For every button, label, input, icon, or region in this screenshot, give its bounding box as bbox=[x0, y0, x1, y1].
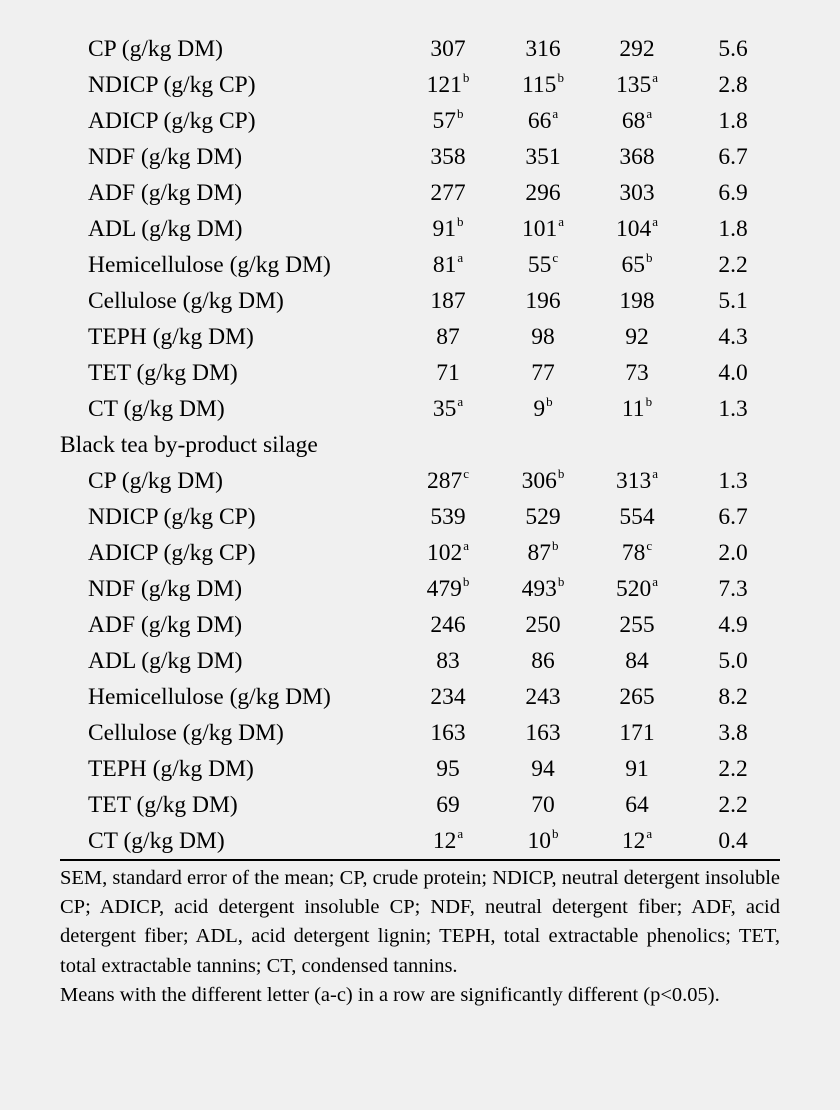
cell-value: 87 bbox=[527, 540, 551, 566]
cell-value: 65 bbox=[621, 252, 645, 278]
table-cell bbox=[525, 139, 560, 175]
significance-letter: b bbox=[557, 574, 565, 589]
table-cell bbox=[718, 571, 747, 607]
table-cell bbox=[718, 751, 747, 787]
row-label: ADL (g/kg DM) bbox=[88, 648, 243, 674]
significance-letter: a bbox=[652, 214, 659, 229]
table-cell bbox=[616, 463, 658, 502]
cell-value: 68 bbox=[621, 108, 646, 134]
table-cell bbox=[427, 535, 469, 574]
cell-value: 101 bbox=[521, 216, 558, 242]
row-label: TET (g/kg DM) bbox=[88, 360, 238, 386]
cell-value: 78 bbox=[621, 540, 646, 566]
cell-value: 493 bbox=[521, 576, 557, 602]
table-cell bbox=[430, 175, 465, 211]
cell-value: 287 bbox=[426, 468, 463, 494]
table-cell bbox=[718, 211, 747, 247]
significance-letter: c bbox=[463, 466, 470, 481]
table-cell bbox=[430, 607, 465, 643]
table-cell bbox=[625, 751, 649, 787]
table-cell bbox=[718, 679, 747, 715]
table-row bbox=[60, 211, 780, 247]
cell-value: 1.8 bbox=[718, 108, 748, 134]
cell-value: 11 bbox=[621, 396, 645, 422]
table-cell bbox=[531, 319, 555, 355]
table-row bbox=[60, 247, 780, 283]
table-cell bbox=[718, 31, 747, 67]
cell-value: 265 bbox=[619, 684, 655, 710]
table-cell bbox=[625, 643, 649, 679]
cell-value: 87 bbox=[436, 324, 460, 350]
table-cell bbox=[525, 175, 560, 211]
table-row bbox=[60, 391, 780, 427]
table-cell bbox=[525, 31, 560, 67]
table-cell bbox=[531, 787, 555, 823]
table-cell bbox=[718, 319, 747, 355]
row-label: ADL (g/kg DM) bbox=[88, 216, 243, 242]
table-cell bbox=[619, 499, 654, 535]
table-cell bbox=[619, 31, 654, 67]
cell-value: 196 bbox=[525, 288, 561, 314]
cell-value: 351 bbox=[525, 144, 561, 170]
cell-value: 95 bbox=[436, 756, 460, 782]
cell-value: 171 bbox=[619, 720, 655, 746]
table-cell bbox=[619, 679, 654, 715]
row-label: TEPH (g/kg DM) bbox=[88, 756, 254, 782]
cell-value: 91 bbox=[625, 756, 649, 782]
significance-letter: b bbox=[646, 250, 653, 265]
nutrient-table bbox=[60, 31, 780, 859]
cell-value: 12 bbox=[621, 828, 646, 854]
cell-value: 234 bbox=[430, 684, 466, 710]
table-row bbox=[60, 67, 780, 103]
cell-value: 91 bbox=[432, 216, 456, 242]
cell-value: 316 bbox=[525, 36, 561, 62]
table-row bbox=[60, 139, 780, 175]
cell-value: 83 bbox=[436, 648, 460, 674]
table-row bbox=[60, 823, 780, 859]
cell-value: 12 bbox=[432, 828, 457, 854]
cell-value: 2.2 bbox=[718, 756, 748, 782]
cell-value: 102 bbox=[426, 540, 463, 566]
cell-value: 3.8 bbox=[718, 720, 748, 746]
table-cell bbox=[522, 571, 565, 610]
significance-letter: a bbox=[646, 826, 653, 841]
table-cell bbox=[718, 283, 747, 319]
table-section-silage bbox=[60, 463, 780, 859]
table-row bbox=[60, 751, 780, 787]
cell-value: 554 bbox=[619, 504, 655, 530]
table-cell bbox=[625, 787, 649, 823]
table-cell bbox=[528, 103, 558, 142]
cell-value: 4.3 bbox=[718, 324, 748, 350]
table-cell bbox=[718, 103, 747, 139]
cell-value: 2.2 bbox=[718, 252, 748, 278]
table-row bbox=[60, 355, 780, 391]
table-cell bbox=[619, 715, 654, 751]
table-cell bbox=[616, 571, 658, 610]
table-cell bbox=[436, 787, 460, 823]
cell-value: 115 bbox=[522, 72, 557, 98]
table-cell bbox=[622, 535, 652, 574]
table-cell bbox=[427, 571, 470, 610]
row-label: Cellulose (g/kg DM) bbox=[88, 720, 284, 746]
table-cell bbox=[522, 211, 564, 250]
table-cell bbox=[525, 715, 560, 751]
cell-value: 306 bbox=[521, 468, 557, 494]
cell-value: 1.3 bbox=[718, 468, 748, 494]
cell-value: 6.9 bbox=[718, 180, 748, 206]
table-cell bbox=[718, 463, 747, 499]
cell-value: 2.0 bbox=[718, 540, 748, 566]
table-row bbox=[60, 319, 780, 355]
cell-value: 7.3 bbox=[718, 576, 748, 602]
table-cell bbox=[718, 355, 747, 391]
significance-letter: a bbox=[463, 538, 470, 553]
cell-value: 5.1 bbox=[718, 288, 748, 314]
table-cell bbox=[525, 499, 560, 535]
section-title: Black tea by-product silage bbox=[60, 432, 318, 458]
significance-letter: b bbox=[462, 70, 470, 85]
table-row bbox=[60, 679, 780, 715]
table-cell bbox=[430, 499, 465, 535]
table-cell bbox=[430, 679, 465, 715]
cell-value: 104 bbox=[615, 216, 652, 242]
table-cell bbox=[433, 247, 463, 286]
table-cell bbox=[433, 103, 464, 142]
table-cell bbox=[718, 715, 747, 751]
cell-value: 1.3 bbox=[718, 396, 748, 422]
table-row bbox=[60, 535, 780, 571]
table-cell bbox=[433, 211, 464, 250]
significance-letter: b bbox=[457, 106, 464, 121]
cell-value: 9 bbox=[533, 396, 546, 422]
significance-letter: c bbox=[646, 538, 653, 553]
row-label: NDF (g/kg DM) bbox=[88, 144, 243, 170]
cell-value: 2.2 bbox=[718, 792, 748, 818]
table-cell bbox=[622, 823, 652, 862]
table-cell bbox=[718, 247, 747, 283]
table-cell bbox=[616, 211, 658, 250]
cell-value: 368 bbox=[619, 144, 655, 170]
table-cell bbox=[622, 247, 653, 286]
cell-value: 70 bbox=[531, 792, 555, 818]
cell-value: 4.9 bbox=[718, 612, 748, 638]
table-cell bbox=[718, 823, 747, 859]
table-cell bbox=[531, 355, 555, 391]
cell-value: 5.0 bbox=[718, 648, 748, 674]
table-cell bbox=[718, 499, 747, 535]
cell-value: 98 bbox=[531, 324, 555, 350]
significance-letter: a bbox=[652, 70, 659, 85]
cell-value: 520 bbox=[615, 576, 652, 602]
cell-value: 135 bbox=[615, 72, 652, 98]
cell-value: 2.8 bbox=[718, 72, 748, 98]
table-cell bbox=[625, 355, 649, 391]
significance-letter: a bbox=[552, 106, 559, 121]
significance-letter: b bbox=[552, 538, 559, 553]
cell-value: 86 bbox=[531, 648, 555, 674]
row-label: NDF (g/kg DM) bbox=[88, 576, 243, 602]
cell-value: 8.2 bbox=[718, 684, 748, 710]
significance-letter: c bbox=[552, 250, 559, 265]
table-cell bbox=[619, 607, 654, 643]
cell-value: 277 bbox=[430, 180, 466, 206]
row-label: CT (g/kg DM) bbox=[88, 828, 225, 854]
table-row bbox=[60, 499, 780, 535]
row-label: ADF (g/kg DM) bbox=[88, 612, 243, 638]
table-cell bbox=[433, 391, 463, 430]
table-cell bbox=[718, 391, 747, 427]
table-cell bbox=[622, 391, 652, 430]
table-cell bbox=[616, 67, 658, 106]
significance-letter: a bbox=[646, 106, 653, 121]
table-cell bbox=[436, 319, 460, 355]
table-cell bbox=[531, 643, 555, 679]
table-cell bbox=[619, 283, 654, 319]
table-cell bbox=[427, 67, 470, 106]
table-cell bbox=[718, 175, 747, 211]
table-cell bbox=[430, 139, 465, 175]
table-row bbox=[60, 643, 780, 679]
cell-value: 69 bbox=[436, 792, 460, 818]
cell-value: 121 bbox=[426, 72, 462, 98]
table-cell bbox=[525, 679, 560, 715]
table-row bbox=[60, 571, 780, 607]
table-row bbox=[60, 283, 780, 319]
row-label: Hemicellulose (g/kg DM) bbox=[88, 252, 331, 278]
cell-value: 250 bbox=[525, 612, 561, 638]
table-cell bbox=[430, 715, 465, 751]
row-label: ADF (g/kg DM) bbox=[88, 180, 243, 206]
significance-letter: b bbox=[462, 574, 470, 589]
cell-value: 94 bbox=[531, 756, 555, 782]
row-label: CT (g/kg DM) bbox=[88, 396, 225, 422]
cell-value: 5.6 bbox=[718, 36, 748, 62]
cell-value: 64 bbox=[625, 792, 649, 818]
row-label: TET (g/kg DM) bbox=[88, 792, 238, 818]
significance-letter: a bbox=[457, 250, 464, 265]
row-label: ADICP (g/kg CP) bbox=[88, 108, 256, 134]
table-cell bbox=[522, 463, 565, 502]
table-bottom-rule bbox=[60, 859, 780, 861]
table-cell bbox=[430, 31, 465, 67]
significance-letter: b bbox=[557, 70, 564, 85]
table-cell bbox=[625, 319, 649, 355]
significance-letter: b bbox=[457, 214, 464, 229]
significance-letter: b bbox=[552, 826, 559, 841]
cell-value: 358 bbox=[430, 144, 466, 170]
cell-value: 73 bbox=[625, 360, 649, 386]
table-cell bbox=[531, 751, 555, 787]
table-cell bbox=[718, 787, 747, 823]
table-row bbox=[60, 103, 780, 139]
cell-value: 81 bbox=[432, 252, 457, 278]
row-label: Hemicellulose (g/kg DM) bbox=[88, 684, 331, 710]
cell-value: 35 bbox=[432, 396, 457, 422]
cell-value: 255 bbox=[619, 612, 655, 638]
row-label: CP (g/kg DM) bbox=[88, 468, 223, 494]
footnote-significance: Means with the different letter (a-c) in a row are significantly different (p<0.05). bbox=[60, 983, 720, 1006]
cell-value: 84 bbox=[625, 648, 649, 674]
cell-value: 55 bbox=[527, 252, 552, 278]
table-cell bbox=[528, 823, 559, 862]
table-row bbox=[60, 463, 780, 499]
table-cell bbox=[525, 283, 560, 319]
table-cell bbox=[436, 751, 460, 787]
significance-letter: a bbox=[457, 826, 464, 841]
cell-value: 77 bbox=[531, 360, 555, 386]
cell-value: 246 bbox=[430, 612, 466, 638]
table-cell bbox=[622, 103, 652, 142]
cell-value: 6.7 bbox=[718, 144, 748, 170]
significance-letter: b bbox=[645, 394, 653, 409]
cell-value: 57 bbox=[432, 108, 456, 134]
cell-value: 4.0 bbox=[718, 360, 748, 386]
significance-letter: a bbox=[652, 466, 659, 481]
cell-value: 479 bbox=[426, 576, 462, 602]
table-cell bbox=[718, 607, 747, 643]
cell-value: 0.4 bbox=[718, 828, 748, 854]
table-section-fresh bbox=[60, 31, 780, 427]
significance-letter: a bbox=[457, 394, 464, 409]
cell-value: 71 bbox=[436, 360, 460, 386]
cell-value: 66 bbox=[527, 108, 552, 134]
table-cell bbox=[718, 67, 747, 103]
row-label: NDICP (g/kg CP) bbox=[88, 504, 256, 530]
cell-value: 529 bbox=[525, 504, 561, 530]
table-cell bbox=[436, 355, 460, 391]
row-label: Cellulose (g/kg DM) bbox=[88, 288, 284, 314]
cell-value: 539 bbox=[430, 504, 466, 530]
table-cell bbox=[430, 283, 465, 319]
section-header-row bbox=[60, 427, 780, 463]
table-cell bbox=[522, 67, 564, 106]
table-row bbox=[60, 787, 780, 823]
cell-value: 187 bbox=[430, 288, 466, 314]
table-cell bbox=[718, 535, 747, 571]
table-row bbox=[60, 31, 780, 67]
cell-value: 163 bbox=[525, 720, 561, 746]
significance-letter: a bbox=[558, 214, 565, 229]
row-label: CP (g/kg DM) bbox=[88, 36, 223, 62]
table-row bbox=[60, 607, 780, 643]
table-cell bbox=[433, 823, 463, 862]
table-cell bbox=[718, 643, 747, 679]
cell-value: 243 bbox=[525, 684, 561, 710]
cell-value: 1.8 bbox=[718, 216, 748, 242]
cell-value: 307 bbox=[430, 36, 466, 62]
table-cell bbox=[619, 139, 654, 175]
table-row bbox=[60, 175, 780, 211]
cell-value: 198 bbox=[619, 288, 655, 314]
row-label: TEPH (g/kg DM) bbox=[88, 324, 254, 350]
table-cell bbox=[528, 535, 559, 574]
table-cell bbox=[533, 391, 552, 430]
table-cell bbox=[619, 175, 654, 211]
cell-value: 92 bbox=[625, 324, 649, 350]
cell-value: 163 bbox=[430, 720, 466, 746]
significance-letter: a bbox=[652, 574, 659, 589]
table-cell bbox=[525, 607, 560, 643]
cell-value: 10 bbox=[527, 828, 551, 854]
table-cell bbox=[528, 247, 558, 286]
significance-letter: b bbox=[546, 394, 553, 409]
table-cell bbox=[436, 643, 460, 679]
cell-value: 303 bbox=[619, 180, 655, 206]
footnote-abbreviations: SEM, standard error of the mean; CP, crude protein; NDICP, neutral detergent insoluble CP; ADICP, acid detergent insoluble CP; NDF, neutral detergent fiber; ADF, acid detergent fiber; ADL, acid detergent lignin; TEPH, total extractable phenolics; TET, total extractable tannins; CT, condensed tannins. bbox=[60, 867, 780, 977]
significance-letter: b bbox=[557, 466, 565, 481]
row-label: NDICP (g/kg CP) bbox=[88, 72, 256, 98]
cell-value: 292 bbox=[619, 36, 655, 62]
table-footnotes bbox=[60, 864, 780, 1010]
table-cell bbox=[718, 139, 747, 175]
cell-value: 6.7 bbox=[718, 504, 748, 530]
table-row bbox=[60, 715, 780, 751]
cell-value: 313 bbox=[615, 468, 652, 494]
table-cell bbox=[427, 463, 469, 502]
cell-value: 296 bbox=[525, 180, 561, 206]
row-label: ADICP (g/kg CP) bbox=[88, 540, 256, 566]
